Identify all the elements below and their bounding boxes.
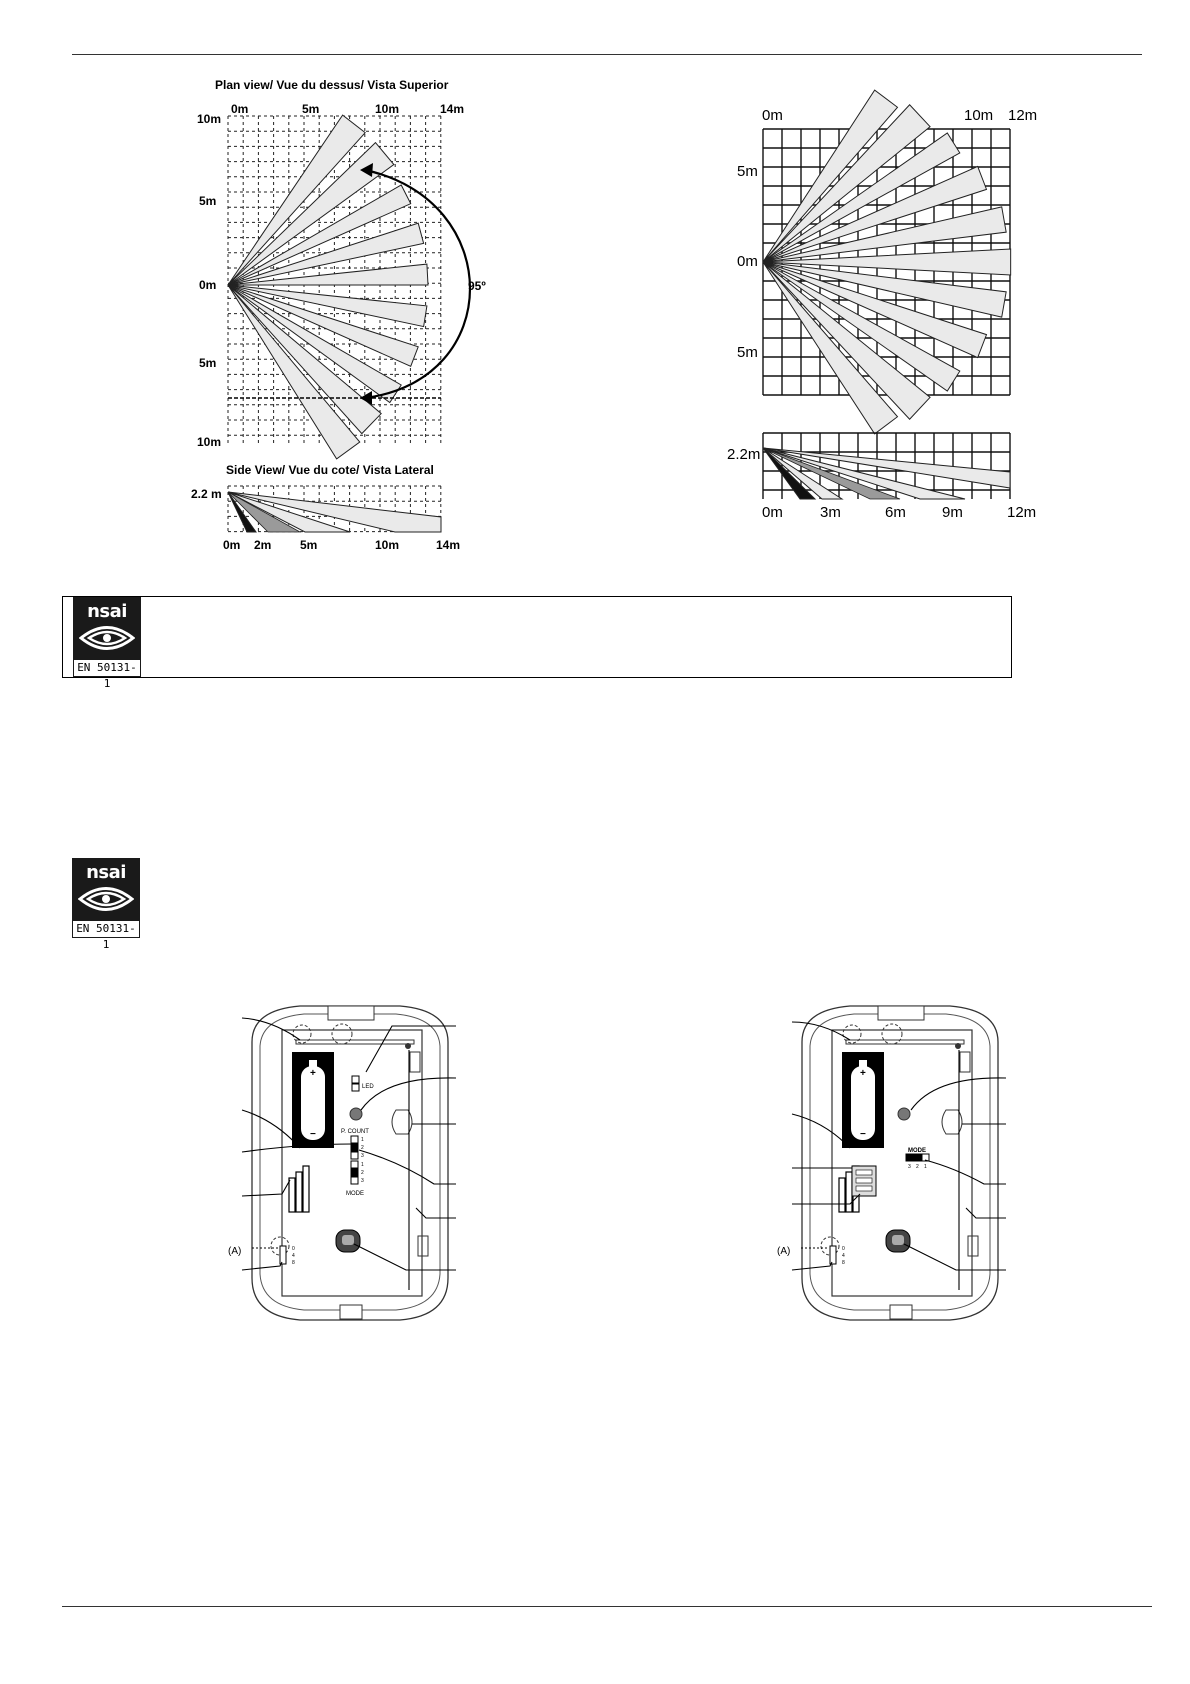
pulse-value: 2 bbox=[361, 1145, 364, 1151]
battery-plus-icon: + bbox=[310, 1068, 316, 1079]
battery-plus-icon: + bbox=[860, 1068, 866, 1079]
plan-y-tick: 5m bbox=[199, 194, 217, 208]
height-jumper[interactable] bbox=[830, 1246, 836, 1264]
battery-minus-icon: − bbox=[860, 1129, 866, 1140]
side-x-tick: 12m bbox=[1007, 504, 1037, 521]
side-x-tick: 10m bbox=[375, 538, 400, 552]
side-x-tick: 3m bbox=[820, 504, 841, 521]
height-jumper-value: 4 bbox=[842, 1253, 845, 1259]
side-x-tick: 14m bbox=[436, 538, 461, 552]
plan-y-tick: 5m bbox=[199, 356, 217, 370]
mode-value: 3 bbox=[361, 1178, 364, 1184]
side-x-tick: 6m bbox=[885, 504, 906, 521]
board-slot bbox=[846, 1040, 964, 1044]
side-x-tick: 9m bbox=[942, 504, 963, 521]
plan-y-tick: 0m bbox=[199, 278, 217, 292]
pulse-count-label: P. COUNT bbox=[341, 1129, 369, 1135]
screw-hole bbox=[955, 1043, 961, 1049]
nsai-logo-standard: EN 50131-1 bbox=[74, 660, 140, 676]
side-x-tick: 2m bbox=[254, 538, 272, 552]
pulse-value: 3 bbox=[361, 1153, 364, 1159]
pulse-value: 1 bbox=[361, 1137, 364, 1143]
nsai-logo-standard: EN 50131-1 bbox=[73, 921, 139, 937]
leader-line bbox=[792, 1262, 832, 1270]
plan-view-title: Plan view/ Vue du dessus/ Vista Superior bbox=[215, 78, 449, 92]
plan-x-tick: 10m bbox=[375, 102, 400, 116]
led-label: LED bbox=[362, 1084, 374, 1090]
plan-x-tick: 10m bbox=[964, 107, 994, 124]
height-jumper-value: 0 bbox=[842, 1246, 845, 1252]
plan-x-tick: 5m bbox=[302, 102, 320, 116]
plan-x-tick: 0m bbox=[762, 107, 783, 124]
side-x-tick: 0m bbox=[762, 504, 783, 521]
side-x-tick: 5m bbox=[300, 538, 318, 552]
height-jumper-value: 8 bbox=[292, 1260, 295, 1266]
side-height-label: 2.2 m bbox=[191, 487, 222, 501]
nsai-logo-text: nsai bbox=[86, 862, 126, 883]
plan-y-tick: 5m bbox=[737, 344, 758, 361]
dip-switch[interactable] bbox=[852, 1166, 876, 1196]
height-jumper-value: 8 bbox=[842, 1260, 845, 1266]
coverage-angle-label: 95º bbox=[468, 279, 486, 293]
led-indicator bbox=[898, 1108, 910, 1120]
mode-value: 3 bbox=[908, 1164, 911, 1170]
mode-label: MODE bbox=[908, 1148, 926, 1154]
pir-window bbox=[892, 1235, 904, 1245]
mode-value: 2 bbox=[361, 1170, 364, 1176]
side-height-label: 2.2m bbox=[727, 446, 761, 463]
side-view-title: Side View/ Vue du cote/ Vista Lateral bbox=[226, 463, 434, 477]
tamper-marker: (A) bbox=[777, 1246, 791, 1257]
plan-y-tick: 10m bbox=[197, 435, 222, 449]
plan-y-tick: 10m bbox=[197, 112, 222, 126]
tamper-marker: (A) bbox=[228, 1246, 242, 1257]
mode-value: 1 bbox=[924, 1164, 927, 1170]
plan-y-tick: 0m bbox=[737, 253, 758, 270]
side-x-tick: 0m bbox=[223, 538, 241, 552]
mode-value: 2 bbox=[916, 1164, 919, 1170]
nsai-logo-text: nsai bbox=[87, 601, 127, 622]
mode-jumper[interactable] bbox=[914, 1154, 921, 1161]
battery-terminal bbox=[859, 1060, 867, 1068]
height-jumper-value: 4 bbox=[292, 1253, 295, 1259]
height-jumper-value: 0 bbox=[292, 1246, 295, 1252]
mode-label: MODE bbox=[346, 1191, 364, 1197]
plan-x-tick: 0m bbox=[231, 102, 249, 116]
plan-y-tick: 5m bbox=[737, 163, 758, 180]
plan-x-tick: 14m bbox=[440, 102, 465, 116]
mode-value: 1 bbox=[361, 1162, 364, 1168]
plan-x-tick: 12m bbox=[1008, 107, 1038, 124]
battery-minus-icon: − bbox=[310, 1129, 316, 1140]
mode-jumper[interactable] bbox=[906, 1154, 913, 1161]
